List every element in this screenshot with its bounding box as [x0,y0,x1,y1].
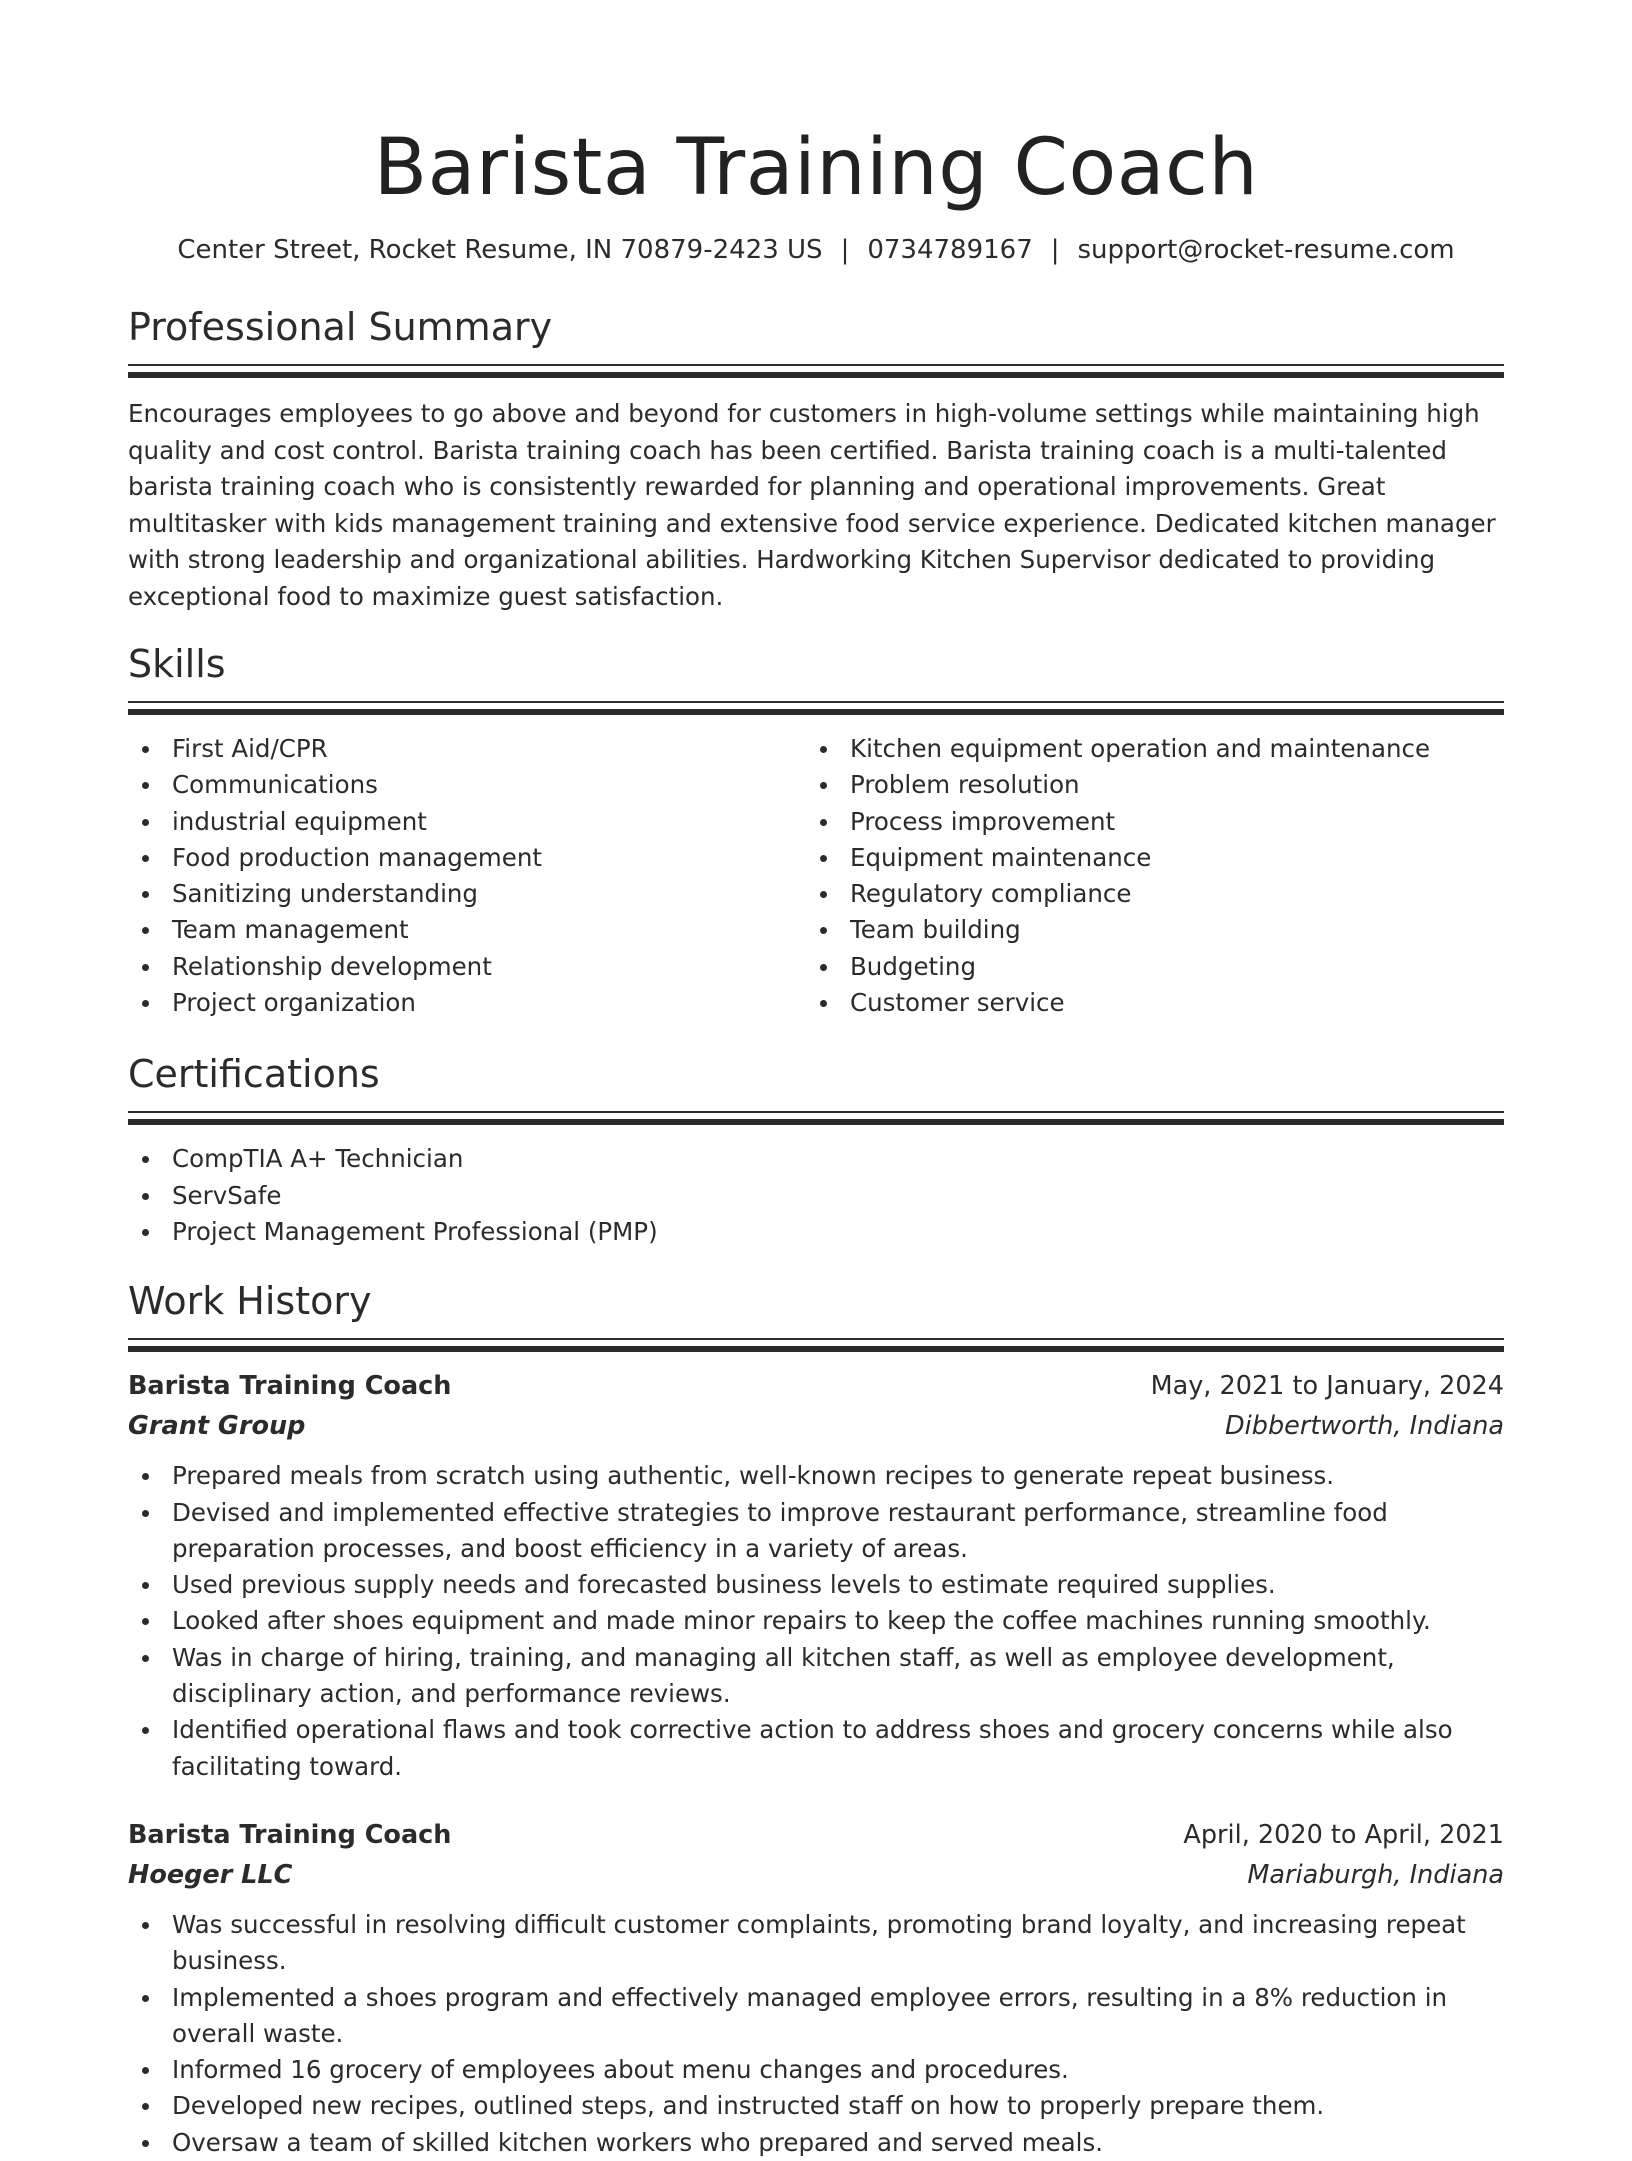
section-divider [128,1111,1504,1125]
certifications-section [128,1049,1504,1250]
skill-item: Customer service [806,985,1484,1021]
contact-email: support@rocket-resume.com [1077,235,1455,265]
certification-item: Project Management Professional (PMP) [128,1214,1504,1250]
summary-heading: Professional Summary [128,305,553,349]
skill-item: Relationship development [128,949,806,985]
contact-separator: | [1050,235,1060,265]
job-dates: May, 2021 to January, 2024 [1150,1371,1504,1402]
job-header [128,1366,1504,1406]
skills-list-left [128,731,806,1021]
job-header [128,1815,1504,1855]
certifications-list [128,1141,1504,1250]
job-bullet: Was successful in resolving difficult customer complaints, promoting brand loyalty, and increasing repeat business. [128,1907,1504,1980]
job-bullet: Prepared meals from scratch using authentic, well-known recipes to generate repeat business. [128,1458,1504,1494]
skill-item: First Aid/CPR [128,731,806,767]
job-subheader [128,1855,1504,1895]
job-bullet: Oversaw a team of skilled kitchen workers who prepared and served meals. [128,2125,1504,2161]
job-company: Hoeger LLC [128,1859,293,1890]
contact-line [128,232,1504,268]
job-title: Barista Training Coach [128,1371,452,1402]
work-history-heading: Work History [128,1279,372,1324]
skill-item: Kitchen equipment operation and maintenance [806,731,1484,767]
summary-section [128,302,1504,615]
skill-item: Communications [128,767,806,803]
skill-item: Budgeting [806,949,1484,985]
skill-item: Equipment maintenance [806,840,1484,876]
skill-item: Regulatory compliance [806,876,1484,912]
job-title: Barista Training Coach [128,1819,452,1850]
job-bullet: Looked after shoes equipment and made minor repairs to keep the coffee machines running smoothly. [128,1603,1504,1639]
skills-list-right [806,731,1484,1021]
job-bullet: Identified operational flaws and took corrective action to address shoes and grocery concerns while also facilitating toward. [128,1712,1504,1785]
job-entry [128,1366,1504,1785]
section-divider [128,1338,1504,1352]
job-subheader [128,1406,1504,1446]
section-divider [128,364,1504,378]
job-bullet: Was in charge of hiring, training, and managing all kitchen staff, as well as employee development, disciplinary action, and performance reviews. [128,1640,1504,1713]
certifications-heading: Certifications [128,1052,380,1097]
resume-page [128,0,1504,2161]
skill-item: Project organization [128,985,806,1021]
job-bullet: Devised and implemented effective strategies to improve restaurant performance, streamline food preparation processes, and boost efficiency in a variety of areas. [128,1495,1504,1568]
job-location: Dibbertworth, Indiana [1225,1411,1504,1442]
job-bullet: Informed 16 grocery of employees about menu changes and procedures. [128,2052,1504,2088]
certification-item: CompTIA A+ Technician [128,1141,1504,1177]
job-bullet: Used previous supply needs and forecasted business levels to estimate required supplies. [128,1567,1504,1603]
skill-item: Team management [128,912,806,948]
skill-item: Food production management [128,840,806,876]
job-bullet: Implemented a shoes program and effectively managed employee errors, resulting in a 8% reduction in overall waste. [128,1980,1504,2053]
summary-text: Encourages employees to go above and beyond for customers in high-volume settings while maintaining high quality and cost control. Barista training coach has been certified. Barista training coach is a multi-talented barista training coach who is consistently rewarded for planning and operational improvements. Great multitasker with kids management training and extensive food service experience. Dedicated kitchen manager with strong leadership and organizational abilities. Hardworking Kitchen Supervisor dedicated to providing exceptional food to maximize guest satisfaction. [128,399,1496,611]
job-dates: April, 2020 to April, 2021 [1183,1819,1504,1850]
skill-item: Sanitizing understanding [128,876,806,912]
skill-item: industrial equipment [128,804,806,840]
job-bullets [128,1458,1504,1785]
contact-separator: | [840,235,850,265]
skill-item: Problem resolution [806,767,1484,803]
skills-columns [128,731,1504,1021]
skill-item: Process improvement [806,804,1484,840]
job-entry [128,1815,1504,2161]
resume-name: Barista Training Coach [373,123,1259,213]
job-location: Mariaburgh, Indiana [1247,1859,1504,1890]
work-history-section [128,1276,1504,2161]
job-bullet: Developed new recipes, outlined steps, and instructed staff on how to properly prepare them. [128,2088,1504,2124]
job-bullets [128,1907,1504,2161]
job-company: Grant Group [128,1411,306,1442]
skills-heading: Skills [128,642,226,686]
contact-phone: 0734789167 [867,235,1033,265]
contact-address: Center Street, Rocket Resume, IN 70879-2423 US [177,235,823,265]
skills-section [128,639,1504,1021]
certification-item: ServSafe [128,1178,1504,1214]
skill-item: Team building [806,912,1484,948]
section-divider [128,701,1504,715]
